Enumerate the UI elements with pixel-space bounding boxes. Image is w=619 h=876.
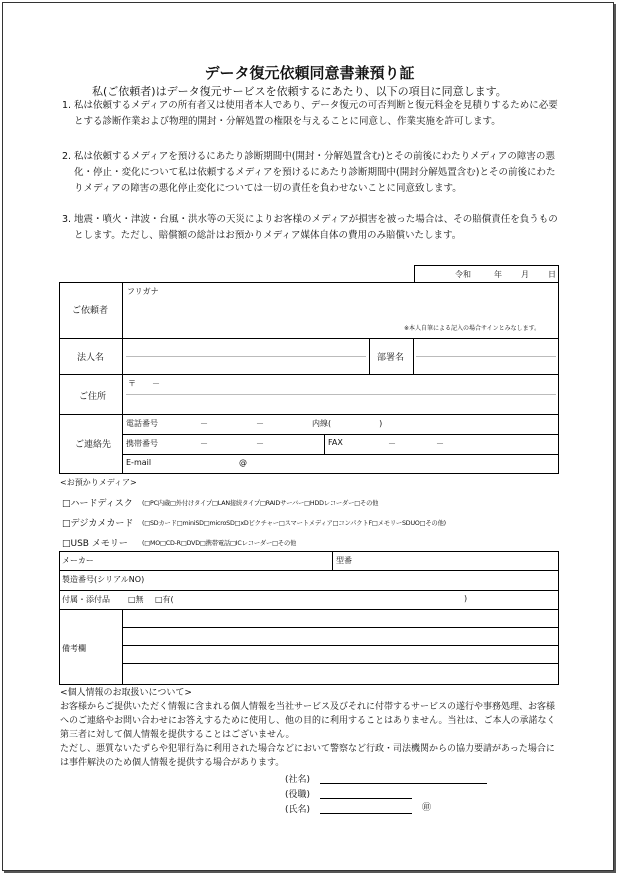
row-divider [59, 590, 559, 591]
extension-label: 内線( ) [312, 419, 383, 428]
phone-dashes: － － [200, 419, 264, 428]
row-divider [59, 338, 559, 339]
clause-number: 1. [62, 100, 72, 111]
maker-field[interactable] [105, 553, 329, 568]
media-option-card[interactable] [62, 516, 557, 530]
mobile-field[interactable] [170, 436, 320, 452]
accessories-none-checkbox[interactable]: □無 [128, 595, 144, 604]
email-at: @ [239, 458, 247, 467]
signature-position-line[interactable] [320, 798, 412, 799]
media-option-usb[interactable] [62, 536, 557, 550]
row-divider [59, 414, 559, 415]
clause-text: 私は依頼するメディアを預けるにあたり診断期間中(開封・分解処置含む)とその前後にわたりメディアの障害の悪化・停止・変化について私は依頼するメディアを預けるにあたり診断期間中(開封分解処置含む)とその前後にわたりメディアの障害の悪化停止変化については一切の責任を負わせないことに同意致します。 [74, 151, 556, 194]
privacy-header: <個人情報のお取扱いについて> [60, 688, 192, 698]
signature-company-label: (社名) [285, 775, 311, 785]
field-guide-line [416, 356, 556, 357]
media-options: (□MO□CD-R□DVD□携帯電話□ICレコーダー□その他 [142, 540, 297, 547]
date-box[interactable] [414, 265, 559, 283]
privacy-paragraph-2: ただし、悪質ないたずらや犯罪行為に利用された場合などにおいて警察など行政・司法機関からの協力要請があった場合には事件解決のため個人情報を提供する場合があります。 [60, 744, 555, 768]
date-month: 月 [521, 270, 529, 279]
col-divider [122, 609, 123, 685]
phone-field[interactable] [170, 416, 555, 432]
clause-number: 3. [62, 214, 72, 225]
row-divider [59, 374, 559, 375]
col-divider [369, 338, 370, 374]
signature-note: ※本人自筆による記入の場合サインとみなします。 [404, 325, 541, 332]
contact-label: ご連絡先 [75, 440, 112, 450]
col-divider [332, 551, 333, 570]
clause-3 [62, 212, 562, 260]
email-field[interactable] [160, 456, 555, 472]
fax-dashes: － － [388, 439, 444, 448]
dept-label: 部署名 [377, 353, 405, 363]
model-label: 型番 [336, 556, 352, 565]
row-divider [59, 609, 559, 610]
label-column-divider [122, 282, 123, 474]
signature-name-label: (氏名) [285, 805, 311, 815]
media-header: <お預かりメディア> [60, 478, 137, 487]
signature-company-line[interactable] [320, 783, 487, 784]
signature-name-line[interactable] [320, 813, 412, 814]
mobile-label: 携帯番号 [126, 439, 158, 448]
row-divider [122, 454, 559, 455]
remarks-field[interactable] [125, 612, 555, 682]
email-label: E-mail [126, 458, 152, 467]
serial-label: 製造番号(シリアルNO) [62, 575, 145, 584]
signature-position-label: (役職) [285, 790, 311, 800]
maker-label: メーカー [62, 556, 94, 565]
accessories-close-paren: ) [464, 594, 468, 603]
privacy-paragraph-1: お客様からご提供いただく情報に含まれる個人情報を当社サービス及びそれに付帯するサービスの遂行や事務処理、お客様へのご連絡やお問い合わせにお答えするために使用し、他の目的に利用することはありません。当社は、ご本人の承諾なく第三者に対して個人情報を提供することはございません。 [60, 702, 556, 740]
clause-1 [62, 98, 562, 146]
model-field[interactable] [360, 553, 556, 568]
date-era: 令和 [455, 270, 471, 279]
address-label: ご住所 [79, 392, 107, 402]
media-option-hdd[interactable] [62, 496, 557, 510]
seal-mark: ㊞ [422, 803, 432, 813]
phone-label: 電話番号 [126, 419, 158, 428]
media-options: (□SDカード□miniSD□microSD□xDピクチャー□スマートメディア□コンパクトF□メモリーSDUO□その他) [142, 520, 446, 527]
serial-field[interactable] [165, 572, 555, 587]
row-divider [122, 434, 559, 435]
mobile-dashes: － － [200, 439, 264, 448]
intro-text: 私(ご依頼者)はデータ復元サービスを依頼するにあたり、以下の項目に同意します。 [92, 85, 507, 98]
field-guide-line [126, 356, 366, 357]
media-label: □USB メモリー [62, 539, 128, 549]
accessories-yes-checkbox[interactable]: □有( [155, 595, 174, 604]
media-options: (□PC内蔵□外付けタイプ□LAN接続タイプ□RAIDサーバー□HDDレコーダー□その他 [142, 500, 379, 507]
furigana-label: フリガナ [127, 287, 159, 296]
media-label: □デジカメカード [62, 519, 134, 529]
col-divider [324, 434, 325, 454]
client-label: ご依頼者 [72, 306, 109, 316]
document-title: データ復元依頼同意書兼預り証 [204, 64, 415, 82]
postal-mark: 〒 － [128, 379, 160, 388]
remarks-label: 備考欄 [62, 644, 86, 653]
media-label: □ハードディスク [62, 499, 133, 509]
accessories-field[interactable] [185, 592, 460, 607]
date-day: 日 [548, 270, 556, 279]
fax-label: FAX [328, 438, 343, 447]
clause-text: 私は依頼するメディアの所有者又は使用者本人であり、データ復元の可否判断と復元料金を見積りするために必要とする診断作業および物理的開封・分解処置の権限を与えることに同意し、作業実施を許可します。 [74, 100, 558, 127]
col-divider [413, 338, 414, 374]
row-divider [59, 570, 559, 571]
fax-field[interactable] [352, 436, 555, 452]
accessories-label: 付属・添付品 [62, 595, 110, 604]
company-label: 法人名 [77, 353, 105, 363]
field-guide-line [126, 394, 556, 395]
clause-number: 2. [62, 151, 72, 162]
clause-2 [62, 149, 562, 213]
clause-text: 地震・噴火・津波・台風・洪水等の天災によりお客様のメディアが損害を被った場合は、その賠償責任を負うものとします。ただし、賠償額の総計はお預かりメディア媒体自体の費用のみ賠償いたします。 [74, 214, 558, 241]
client-name-field[interactable] [125, 297, 555, 319]
date-year: 年 [494, 270, 502, 279]
